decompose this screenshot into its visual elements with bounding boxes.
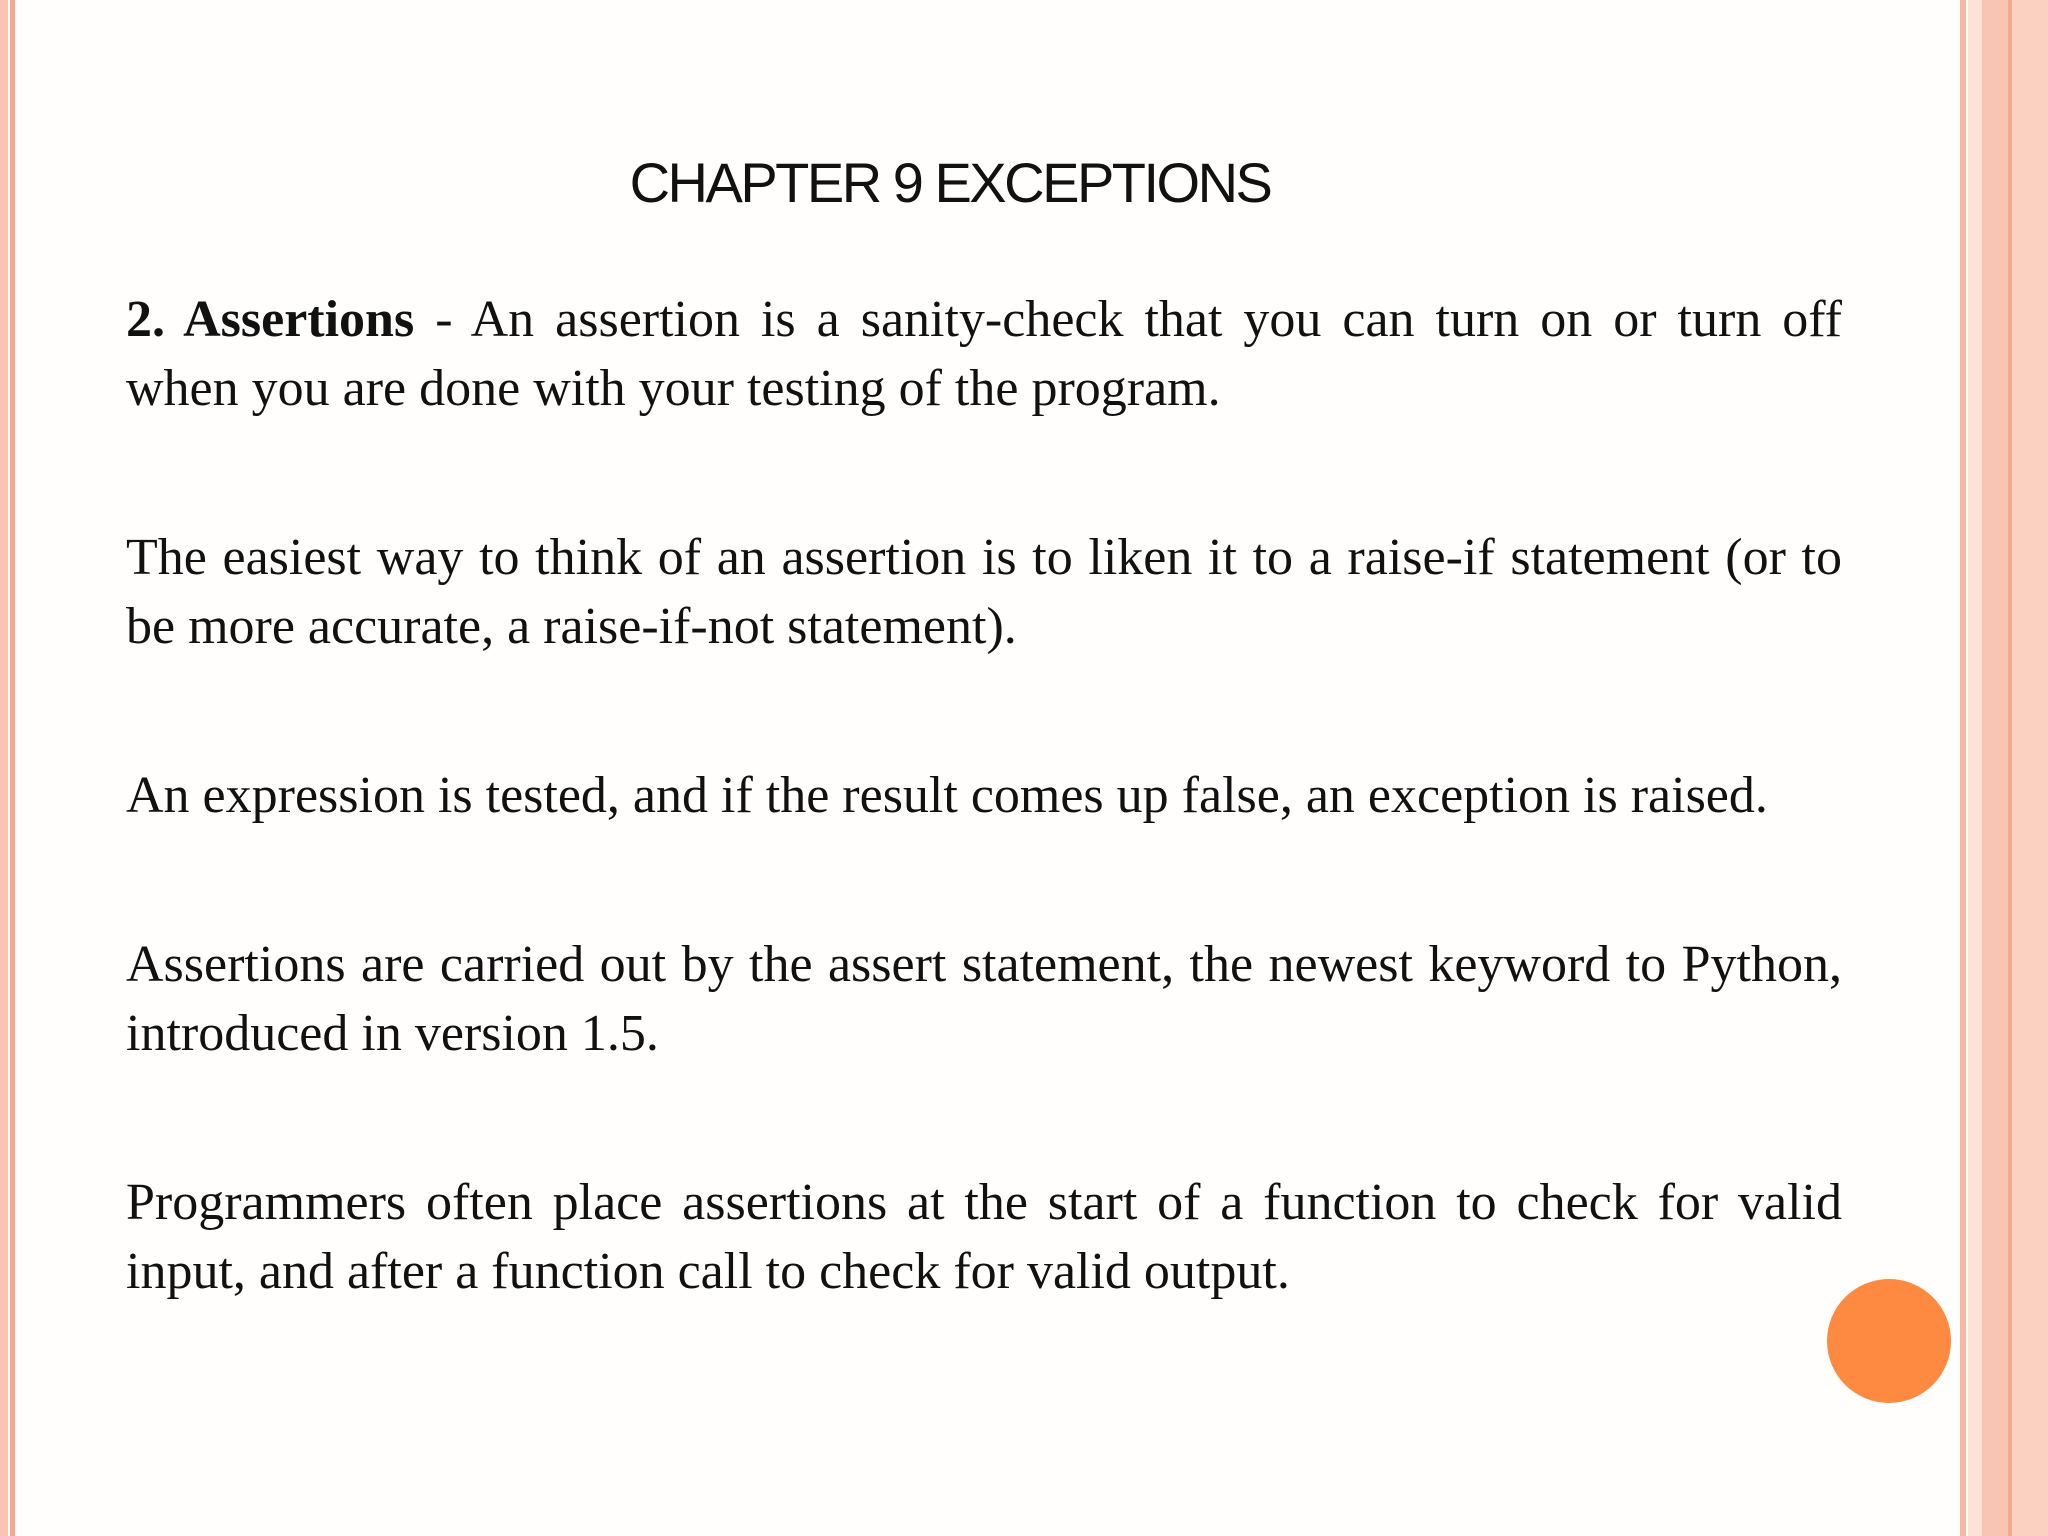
right-border-stripe [2012,0,2048,1536]
right-border-stripe [1982,0,2008,1536]
paragraph-text: - An assertion is a sanity-check that you can turn on or turn off when you are done with your testing of the program. [126,291,1842,417]
left-border-stripe-inner [10,0,15,1536]
paragraph-raise-if: The easiest way to think of an assertion is to liken it to a raise-if statement (or to be more accurate, a raise-if-not statement). [126,529,1842,655]
paragraph-programmers: Programmers often place assertions at the start of a function to check for valid input, and after a function call to check for valid output. [126,1174,1842,1300]
right-border-stripe [1960,0,1966,1536]
paragraph-expression: An expression is tested, and if the result comes up false, an exception is raised. [126,767,1768,824]
slide-title: CHAPTER 9 EXCEPTIONS [629,151,1271,214]
decorative-circle [1827,1279,1951,1403]
paragraph-assertions [126,285,1842,423]
right-border-stripe [1968,0,1982,1536]
slide-body [126,285,1842,1406]
left-border-stripe [0,0,8,1536]
term-assertions: 2. Assertions [126,291,415,348]
paragraph-assert-statement: Assertions are carried out by the assert statement, the newest keyword to Python, introduced in version 1.5. [126,936,1842,1062]
